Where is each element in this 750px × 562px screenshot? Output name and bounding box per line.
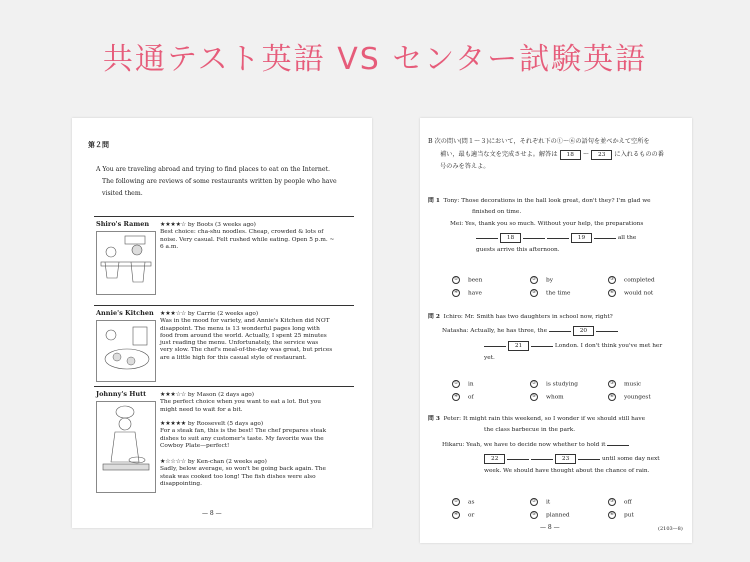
dialogue-line: the class barbecue in the park. [484, 427, 576, 434]
restaurant-name: Shiro's Ramen [96, 220, 150, 228]
dialogue-line: guests arrive this afternoon. [476, 246, 560, 253]
review [160, 311, 332, 362]
section-title: 第２問 [88, 140, 109, 149]
review-text: disappoint. The menu is 13 wonderful pages long with [160, 325, 320, 332]
restaurant-name: Annie's Kitchen [96, 309, 154, 317]
page-number: — 8 — [540, 524, 560, 531]
review-text: food from around the world. Actually, I spent 25 minutes [160, 332, 327, 339]
option: ① been [453, 277, 483, 284]
banner-title: 共通テスト英語 VS センター試験英語 [102, 42, 648, 77]
option: ③ music [609, 381, 642, 388]
reviewer: by Boots (3 weeks ago) [187, 222, 256, 228]
star-rating: ★★★★★ [160, 421, 186, 427]
review-text: dishes to suit any customer's taste. My favorite was the [160, 435, 324, 442]
review-text: Was in the mood for variety, and Annie's Kitchen did NOT [160, 318, 330, 325]
divider [94, 386, 354, 387]
dialogue-line: Mei: Yes, thank you so much. Without your help, the preparations [450, 220, 644, 227]
answer-box: 23 [555, 454, 576, 464]
review-text: disappointing. [160, 480, 202, 487]
page-number: — 8 — [202, 510, 222, 517]
right-page [420, 118, 692, 543]
review [160, 392, 321, 414]
divider [94, 216, 354, 217]
option: ③ off [609, 499, 632, 506]
reviewer: by Ken-chan (2 weeks ago) [187, 459, 267, 465]
answer-box: 19 [571, 233, 592, 243]
review-text: might need to wait for a bit. [160, 406, 243, 413]
dialogue-line: Peter: It might rain this weekend, so I wonder if we should still have [443, 416, 646, 422]
answer-box: 22 [484, 454, 505, 464]
review-text: Sadly, below average, so won't be going back again. The [160, 466, 326, 473]
ramen-illustration [96, 231, 156, 295]
instruction-line: に入れるものの番 [614, 150, 664, 158]
left-page [72, 118, 372, 528]
option: ⑥ would not [609, 290, 654, 297]
dialogue-line: Hikaru: Yeah, we have to decide now whether to hold it [442, 441, 606, 448]
star-rating: ★★★★☆ [160, 222, 186, 228]
exam-code: (2103—8) [658, 526, 683, 532]
question-label: 問 3 [428, 416, 440, 422]
review-text: Best choice: cha-shu noodles. Cheap, crowded & lots of [160, 229, 324, 236]
chef-illustration [96, 401, 156, 493]
intro-line-2: The following are reviews of some restaurants written by people who have [102, 178, 337, 185]
option: ③ completed [609, 277, 655, 284]
option: ④ of [453, 394, 474, 401]
dialogue-line: Tony: Those decorations in the hall look great, don't they? I'm glad we [443, 198, 651, 204]
reviewer: by Roosevelt (5 days ago) [187, 421, 264, 427]
instruction-line: B 次の問い(問１～３)において，それぞれ下の①～⑥の語句を並べかえて空所を [428, 138, 650, 145]
review [160, 459, 326, 488]
question-label: 問 2 [428, 314, 440, 320]
review-text: very slow. The chef's meal-of-the-day was great, but prices [160, 347, 333, 354]
star-rating: ★☆☆☆☆ [160, 459, 186, 465]
review [160, 421, 326, 450]
option: ⑤ whom [531, 394, 564, 401]
option: ④ have [453, 290, 482, 297]
option: ① in [453, 381, 474, 388]
dialogue-line: yet. [484, 355, 495, 362]
kitchen-illustration [96, 320, 156, 382]
instruction-line: 補い，最も適当な文を完成させよ。解答は [440, 150, 558, 158]
intro-line-1: A You are traveling abroad and trying to find places to eat on the Internet. [96, 166, 330, 173]
dialogue-line: Ichiro: Mr. Smith has two daughters in school now, right? [443, 314, 613, 320]
question-2 [428, 314, 690, 363]
answer-box: 21 [508, 341, 529, 351]
review-text: For a steak fan, this is the best! The chef prepares steak [160, 428, 327, 435]
option: ① as [453, 499, 475, 506]
review-text: steak was cooked too long! The fish dishes were also [160, 473, 316, 480]
reviewer: by Mason (2 days ago) [187, 392, 255, 398]
divider [94, 305, 354, 306]
review-text: Cowboy Plate—perfect! [160, 442, 230, 449]
banner [0, 0, 750, 100]
review-text: 6 a.m. [160, 243, 179, 250]
answer-box: 23 [591, 150, 612, 160]
answer-box: 18 [560, 150, 581, 160]
intro-line-3: visited them. [102, 190, 143, 197]
option: ② it [531, 499, 551, 506]
option: ④ or [453, 512, 475, 519]
review-text: noise. Very casual. Felt rushed while eating. Open 5 p.m. ~ [160, 236, 335, 243]
question-3 [428, 416, 690, 475]
answer-box: 18 [500, 233, 521, 243]
review-text: The perfect choice when you want to eat a lot. But you [160, 399, 322, 406]
question-1 [428, 198, 688, 254]
option: ② by [531, 277, 553, 284]
star-rating: ★★★☆☆ [160, 311, 186, 317]
dialogue-line: London. I don't think you've met her [554, 343, 663, 350]
star-rating: ★★★☆☆ [160, 392, 186, 398]
question-label: 問 1 [428, 198, 440, 204]
dialogue-line: until some day next [602, 455, 660, 462]
option: ⑥ youngest [609, 394, 651, 401]
tilde: ～ [582, 150, 590, 158]
instruction-line: 号のみを答えよ。 [440, 162, 490, 170]
option: ⑤ the time [531, 290, 571, 297]
answer-box: 20 [573, 326, 594, 336]
instructions [428, 138, 688, 171]
review-text: are a little high for this casual style of restaurant. [160, 354, 307, 361]
option: ⑤ planned [531, 512, 570, 519]
option: ⑥ put [609, 512, 634, 519]
dialogue-line: week. We should have thought about the chance of rain. [484, 467, 650, 474]
reviewer: by Carrie (2 weeks ago) [187, 311, 259, 317]
dialogue-line: finished on time. [472, 209, 522, 216]
option: ② is studying [531, 381, 578, 388]
review [160, 222, 334, 251]
dialogue-line: Natasha: Actually, he has three, the [442, 328, 548, 335]
review-text: just reading the menu. Unfortunately, the service was [160, 340, 319, 347]
restaurant-name: Johnny's Hutt [96, 390, 147, 398]
dialogue-line: all the [617, 234, 637, 241]
